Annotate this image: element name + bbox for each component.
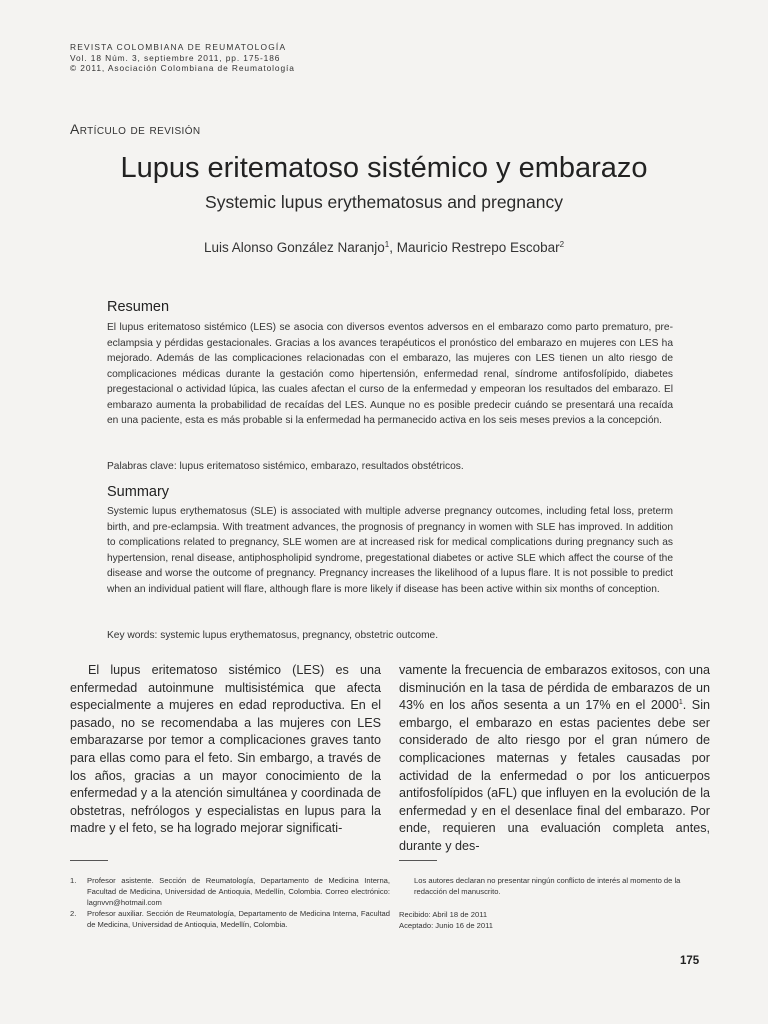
summary-keywords [107,628,673,643]
journal-copyright: © 2011, Asociación Colombiana de Reumatología [70,63,295,73]
keywords-label: Key words: [107,630,158,641]
author-name: Luis Alonso González Naranjo [203,240,385,255]
body-column-right [399,662,710,856]
footnote-rule [70,860,108,861]
footnote-1 [70,875,390,909]
footnote-number: 1. [70,876,77,885]
keywords-label: Palabras clave: [107,461,177,472]
article-subtitle: Systemic lupus erythematosus and pregnancy [205,192,563,212]
author-list [0,235,768,258]
page-number: 175 [680,955,700,967]
article-title: Lupus eritematoso sistémico y embarazo [120,152,648,184]
summary-heading: Summary [107,484,170,500]
author-separator: , [389,240,397,255]
journal-name: REVISTA COLOMBIANA DE REUMATOLOGÍA [70,42,287,52]
article-type: Artículo de revisión [70,121,201,137]
footnote-rule [399,860,437,861]
accepted-date: Aceptado: Junio 16 de 2011 [399,921,494,930]
body-text: . Sin embargo, el embarazo en estas pacientes debe ser considerado de alto riesgo por el gran número de complicaciones maternas y fetales causadas por actividad de la enfermedad o por los anticuerpos antifosfolípidos (aFL) que influyen en la evolución de la enfermedad y en el desenlace final del embarazo. Por ende, requieren una evaluación completa antes, durante y des- [399,698,711,853]
resumen-keywords [107,459,673,474]
footnote-text: Profesor auxiliar. Sección de Reumatología, Departamento de Medicina Interna, Facultad de Medicina, Universidad de Antioquia, Medellín, Colombia. [87,909,390,929]
keywords-list: systemic lupus erythematosus, pregnancy, obstetric outcome. [157,630,439,641]
resumen-heading: Resumen [107,299,170,315]
footnote-number: 2. [70,909,77,918]
citation-ref: 1 [678,699,683,707]
footnote-text: Profesor asistente. Sección de Reumatología, Departamento de Medicina Interna, Facultad de Medicina, Universidad de Antioquia, Medellín, Colombia. Correo electrónico: lagnvvn@hotmail.com [87,876,390,907]
journal-volume: Vol. 18 Núm. 3, septiembre 2011, pp. 175-186 [70,53,281,63]
keywords-list: lupus eritematoso sistémico, embarazo, resultados obstétricos. [176,461,464,472]
author-affiliation-ref: 2 [559,240,565,249]
author-name: Mauricio Restrepo Escobar [396,240,560,255]
body-column-left: El lupus eritematoso sistémico (LES) es una enfermedad autoinmune multisistémica que afecta especialmente a mujeres en edad reproductiva. En el pasado, no se recomendaba a las mujeres con LES embarazarse por temor a complicaciones graves tanto para ellas como para el feto. Sin embargo, a través de los años, gracias a un mayor conocimiento de la enfermedad y a la atención simultánea y coordinada de obstetras, nefrólogos y especialistas en lupus para la madre y el feto, se ha logrado mejorar significati- [70,663,381,836]
received-date: Recibido: Abril 18 de 2011 [399,910,488,919]
body-text: vamente la frecuencia de embarazos exitosos, con una disminución en la tasa de pérdida de embarazos de un 43% en los años sesenta a un 17% en el 2000 [399,663,710,713]
conflict-of-interest-note: Los autores declaran no presentar ningún conflicto de interés al momento de la redacción del manuscrito. [414,876,681,896]
author-affiliation-ref: 1 [384,240,390,249]
summary-text: Systemic lupus erythematosus (SLE) is associated with multiple adverse pregnancy outcomes, including fetal loss, preterm birth, and pre-eclampsia. With treatment advances, the prognosis of pregnancy in women with SLE has improved. In addition to complications related to pregnancy, SLE women are at increased risk for medical complications during pregnancy such as hypertension, renal disease, antiphospholipid syndrome, pregestational diabetes or active SLE which affect the course of the disease and worse the outcome of pregnancy. Pregnancy increases the likelihood of a lupus flare. It is not possible to predict when an individual patient will flare, although flare is more likely if disease has been active within six months of conception. [107,506,673,595]
footnote-2 [70,908,390,932]
resumen-text: El lupus eritematoso sistémico (LES) se asocia con diversos eventos adversos en el embarazo como parto prematuro, pre-eclampsia y pérdidas gestacionales. Gracias a los avances terapéuticos el pronóstico del embarazo en mujeres con LES ha mejorado. Además de las complicaciones relacionadas con el embarazo, las mujeres con LES tienen un alto riesgo de complicaciones médicas durante la gestación como hipertensión, enfermedad renal, síndrome antifosfolípido, diabetes pregestacional o actividad lúpica, las cuales afectan el curso de la enfermedad y empeoran los resultados del embarazo. El embarazo aumenta la probabilidad de recaídas del LES. Aunque no es posible predecir cuándo se presentará una recaída en una paciente, esta es más probable si la enfermedad ha permanecido activa en los seis meses previos a la concepción. [107,322,673,426]
